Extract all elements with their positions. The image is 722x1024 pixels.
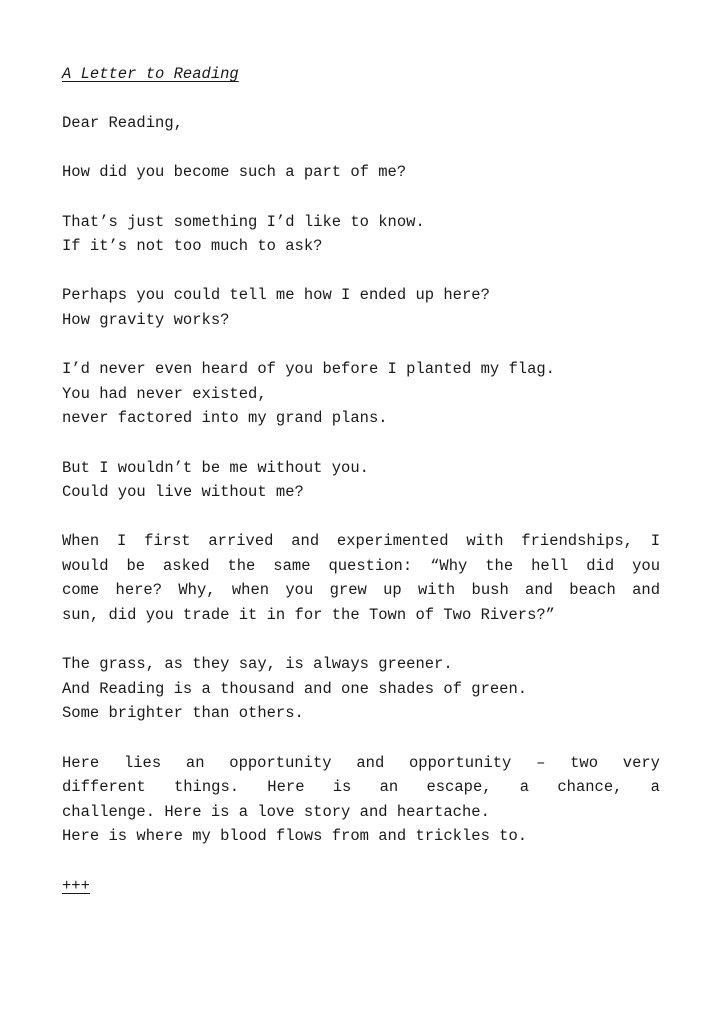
end-section: [62, 874, 660, 899]
prose-line: would be asked the same question: “Why the hell did you: [62, 556, 660, 575]
salutation: [62, 111, 660, 136]
stanza-line: never factored into my grand plans.: [62, 409, 388, 428]
prose-line: come here? Why, when you grew up with bush and beach and: [62, 581, 660, 600]
stanza-line: That’s just something I’d like to know.: [62, 212, 425, 231]
prose-paragraph-1: [62, 529, 660, 627]
stanza-line: And Reading is a thousand and one shades of green.: [62, 679, 528, 698]
prose-line: Here is where my blood flows from and trickles to.: [62, 827, 528, 846]
stanza-line: But I wouldn’t be me without you.: [62, 458, 369, 477]
stanza-2: [62, 210, 660, 259]
prose-line: Here lies an opportunity and opportunity – two very: [62, 753, 660, 772]
stanza-green: [62, 652, 660, 726]
prose-line: sun, did you trade it in for the Town of Two Rivers?”: [62, 606, 555, 625]
stanza-line: Some brighter than others.: [62, 704, 304, 723]
stanza-line: How did you become such a part of me?: [62, 163, 407, 182]
salutation-line: Dear Reading,: [62, 114, 183, 133]
prose-line: challenge. Here is a love story and heartache.: [62, 802, 490, 821]
prose-line: When I first arrived and experimented with friendships, I: [62, 532, 660, 551]
stanza-line: If it’s not too much to ask?: [62, 237, 323, 256]
stanza-line: How gravity works?: [62, 310, 230, 329]
letter-page: [62, 62, 660, 923]
stanza-1: [62, 160, 660, 185]
stanza-line: Perhaps you could tell me how I ended up here?: [62, 286, 490, 305]
section-end-mark: +++: [62, 876, 90, 895]
stanza-4: [62, 357, 660, 431]
stanza-3: [62, 283, 660, 332]
stanza-line: The grass, as they say, is always greener.: [62, 655, 453, 674]
document-title: A Letter to Reading: [62, 65, 239, 83]
prose-line: different things. Here is an escape, a chance, a: [62, 778, 660, 797]
stanza-line: You had never existed,: [62, 384, 267, 403]
stanza-line: Could you live without me?: [62, 483, 304, 502]
stanza-5: [62, 456, 660, 505]
stanza-line: I’d never even heard of you before I planted my flag.: [62, 360, 555, 379]
prose-paragraph-2: [62, 751, 660, 849]
